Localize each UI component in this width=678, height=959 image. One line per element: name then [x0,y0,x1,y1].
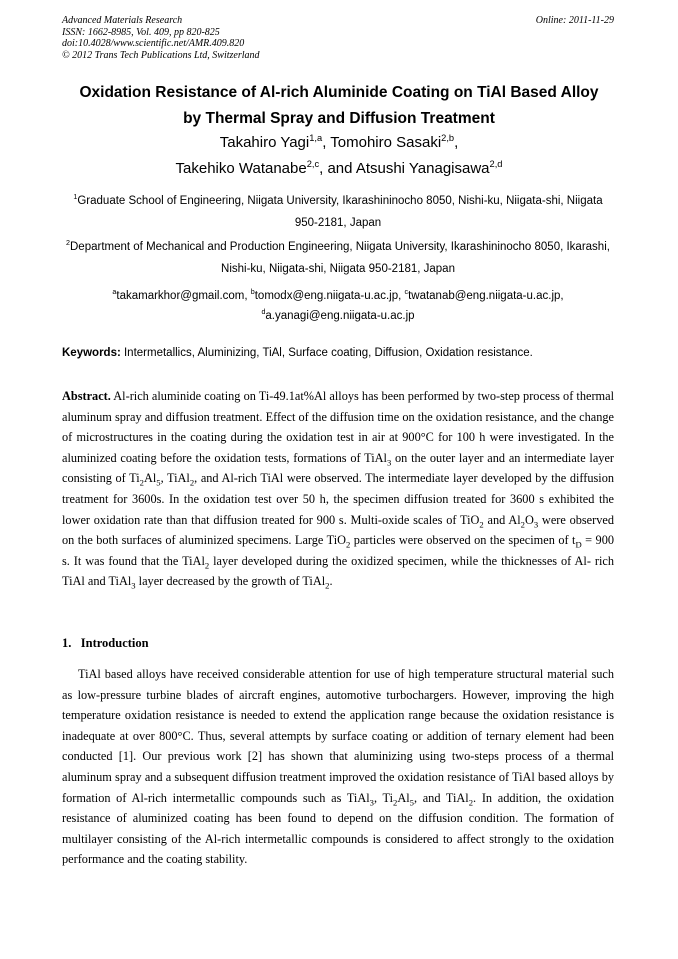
affiliation-text: Department of Mechanical and Production Engineering, Niigata University, Ikarashininocho 8050, Ikarashi, Nishi-ku, Niigata-shi, Niigata 950-2181, Japan [70,241,610,275]
introduction-paragraph [62,664,614,870]
subscript: 3 [533,519,539,530]
subscript: 3 [131,580,136,591]
affiliation-mark: 2 [66,239,70,248]
author-emails [62,286,614,326]
subscript: 2 [204,560,210,571]
author-separator: , and [319,160,356,177]
abstract-text: O [524,512,534,527]
subscript: 2 [479,519,484,530]
subscript: 5 [156,477,161,488]
subscript: 3 [369,797,374,808]
section-title: Introduction [80,636,149,650]
email-mark: b [250,288,255,297]
body-text: TiAl based alloys have received considerable attention for use of high temperature structural material such as low-pressure turbine blades of aircraft engines, automotive turbochargers. However, improving the high temperature oxidation resistance is needed to extend the application range because the oxidation resistance is inadequate at over 800°C. Thus, several attempts by surface coating or addition of ternary element had been conducted [1]. Our previous work [2] has shown that aluminizing using two-steps process of a thermal aluminum spray and a subsequent diffusion treatment improved the oxidation resistance of TiAl based alloys by formation of Al-rich intermetallic compounds such as TiAl [62,667,614,805]
authors-line-1 [40,134,638,151]
affiliation-2 [62,237,614,280]
copyright-line: © 2012 Trans Tech Publications Ltd, Switzerland [62,49,260,61]
author-separator: , [454,134,459,151]
author-name: Atsushi Yanagisawa [355,160,490,177]
body-text: Al [397,790,410,805]
journal-header [62,15,614,61]
affiliation-text: Graduate School of Engineering, Niigata University, Ikarashininocho 8050, Nishi-ku, Niigata-shi, Niigata 950-2181, Japan [77,195,603,229]
abstract-text: particles were observed on the specimen of t [350,533,576,548]
email-mark: d [261,308,266,317]
keywords [62,347,622,359]
paper-title-line-2: by Thermal Spray and Diffusion Treatment [183,110,495,127]
abstract-text: were observed on the both surfaces of aluminized specimens. Large TiO [62,512,614,548]
online-date: Online: 2011-11-29 [535,15,614,26]
subscript: 2 [346,539,351,550]
author-affiliation-mark: 2,d [489,159,503,169]
abstract-text: layer developed during the oxidized specimen, while the thicknesses of Al- rich TiAl and TiAl [62,553,614,589]
abstract-text: layer decreased by the growth of TiAl [135,574,326,589]
subscript: 3 [386,457,392,468]
abstract-text: on the outer layer and an intermediate layer consisting of Ti [62,450,614,486]
affiliation-1 [62,191,614,234]
authors-line-2 [40,160,638,177]
abstract-text: , and Al-rich TiAl were observed. The intermediate layer developed by the diffusion treatment for 3600s. In the oxidation test over 50 h, the specimen diffusion treated for 3600 s exhibited the lower oxidation rate than that diffusion treated for 900 s. Multi-oxide scales of TiO [62,471,615,527]
subscript: 5 [409,797,414,808]
email-link[interactable]: tomodx@eng.niigata-u.ac.jp, [254,290,405,302]
author-separator: , [322,134,331,151]
email-link[interactable]: twatanab@eng.niigata-u.ac.jp, [408,290,564,302]
abstract-text: = 900 s. It was found that the TiAl [62,533,614,568]
abstract-text: , TiAl [160,471,190,486]
subscript: 2 [468,797,474,808]
journal-name: Advanced Materials Research [62,15,183,26]
abstract-text: Al [143,471,157,486]
affiliation-mark: 1 [73,193,78,202]
author-name: Takehiko Watanabe [175,160,307,177]
keywords-label: Keywords: [62,347,121,359]
subscript: 2 [325,580,330,591]
subscript: 2 [189,477,195,488]
doi-line: doi:10.4028/www.scientific.net/AMR.409.820 [62,38,245,49]
email-mark: c [404,288,409,297]
author-affiliation-mark: 2,c [306,159,320,169]
abstract-text: Al-rich aluminide coating on Ti-49.1at%Al alloys has been performed by two-step process of thermal aluminum spray and diffusion treatment. Effect of the diffusion time on the oxidation resistance, and the change of microstructures in the coating during the oxidation test in air at 900°C for 100 h were investigated. In the aluminized coating before the oxidation tests, formations of TiAl [62,389,614,465]
issn-line: ISSN: 1662-8985, Vol. 409, pp 820-825 [62,26,220,38]
abstract-label: Abstract. [62,389,111,403]
abstract [62,386,614,592]
body-text: , Ti [373,790,393,805]
author-name: Takahiro Yagi [219,134,310,151]
author-name: Tomohiro Sasaki [330,134,442,151]
section-heading-introduction [62,636,149,651]
abstract-text: and Al [483,512,521,527]
author-affiliation-mark: 2,b [441,133,455,143]
subscript: D [575,539,582,550]
subscript: 2 [393,797,398,808]
subscript: 2 [139,477,144,488]
email-link[interactable]: takamarkhor@gmail.com, [116,290,251,302]
keywords-text: Intermetallics, Aluminizing, TiAl, Surface coating, Diffusion, Oxidation resistance. [120,347,533,359]
email-link[interactable]: a.yanagi@eng.niigata-u.ac.jp [265,310,415,322]
email-mark: a [112,288,117,297]
abstract-text: . [329,574,333,589]
body-text: . In addition, the oxidation resistance of aluminized coating has been found to depend on the diffusion condition. The formation of multilayer consisting of the Al-rich intermetallic compounds is considered to affect strongly to the oxidation performance and the coating stability. [62,790,614,867]
body-text: , and TiAl [413,790,469,805]
section-number: 1. [62,636,72,650]
paper-title-line-1: Oxidation Resistance of Al-rich Aluminide Coating on TiAl Based Alloy [79,84,599,101]
subscript: 2 [520,519,525,530]
author-affiliation-mark: 1,a [309,133,323,143]
